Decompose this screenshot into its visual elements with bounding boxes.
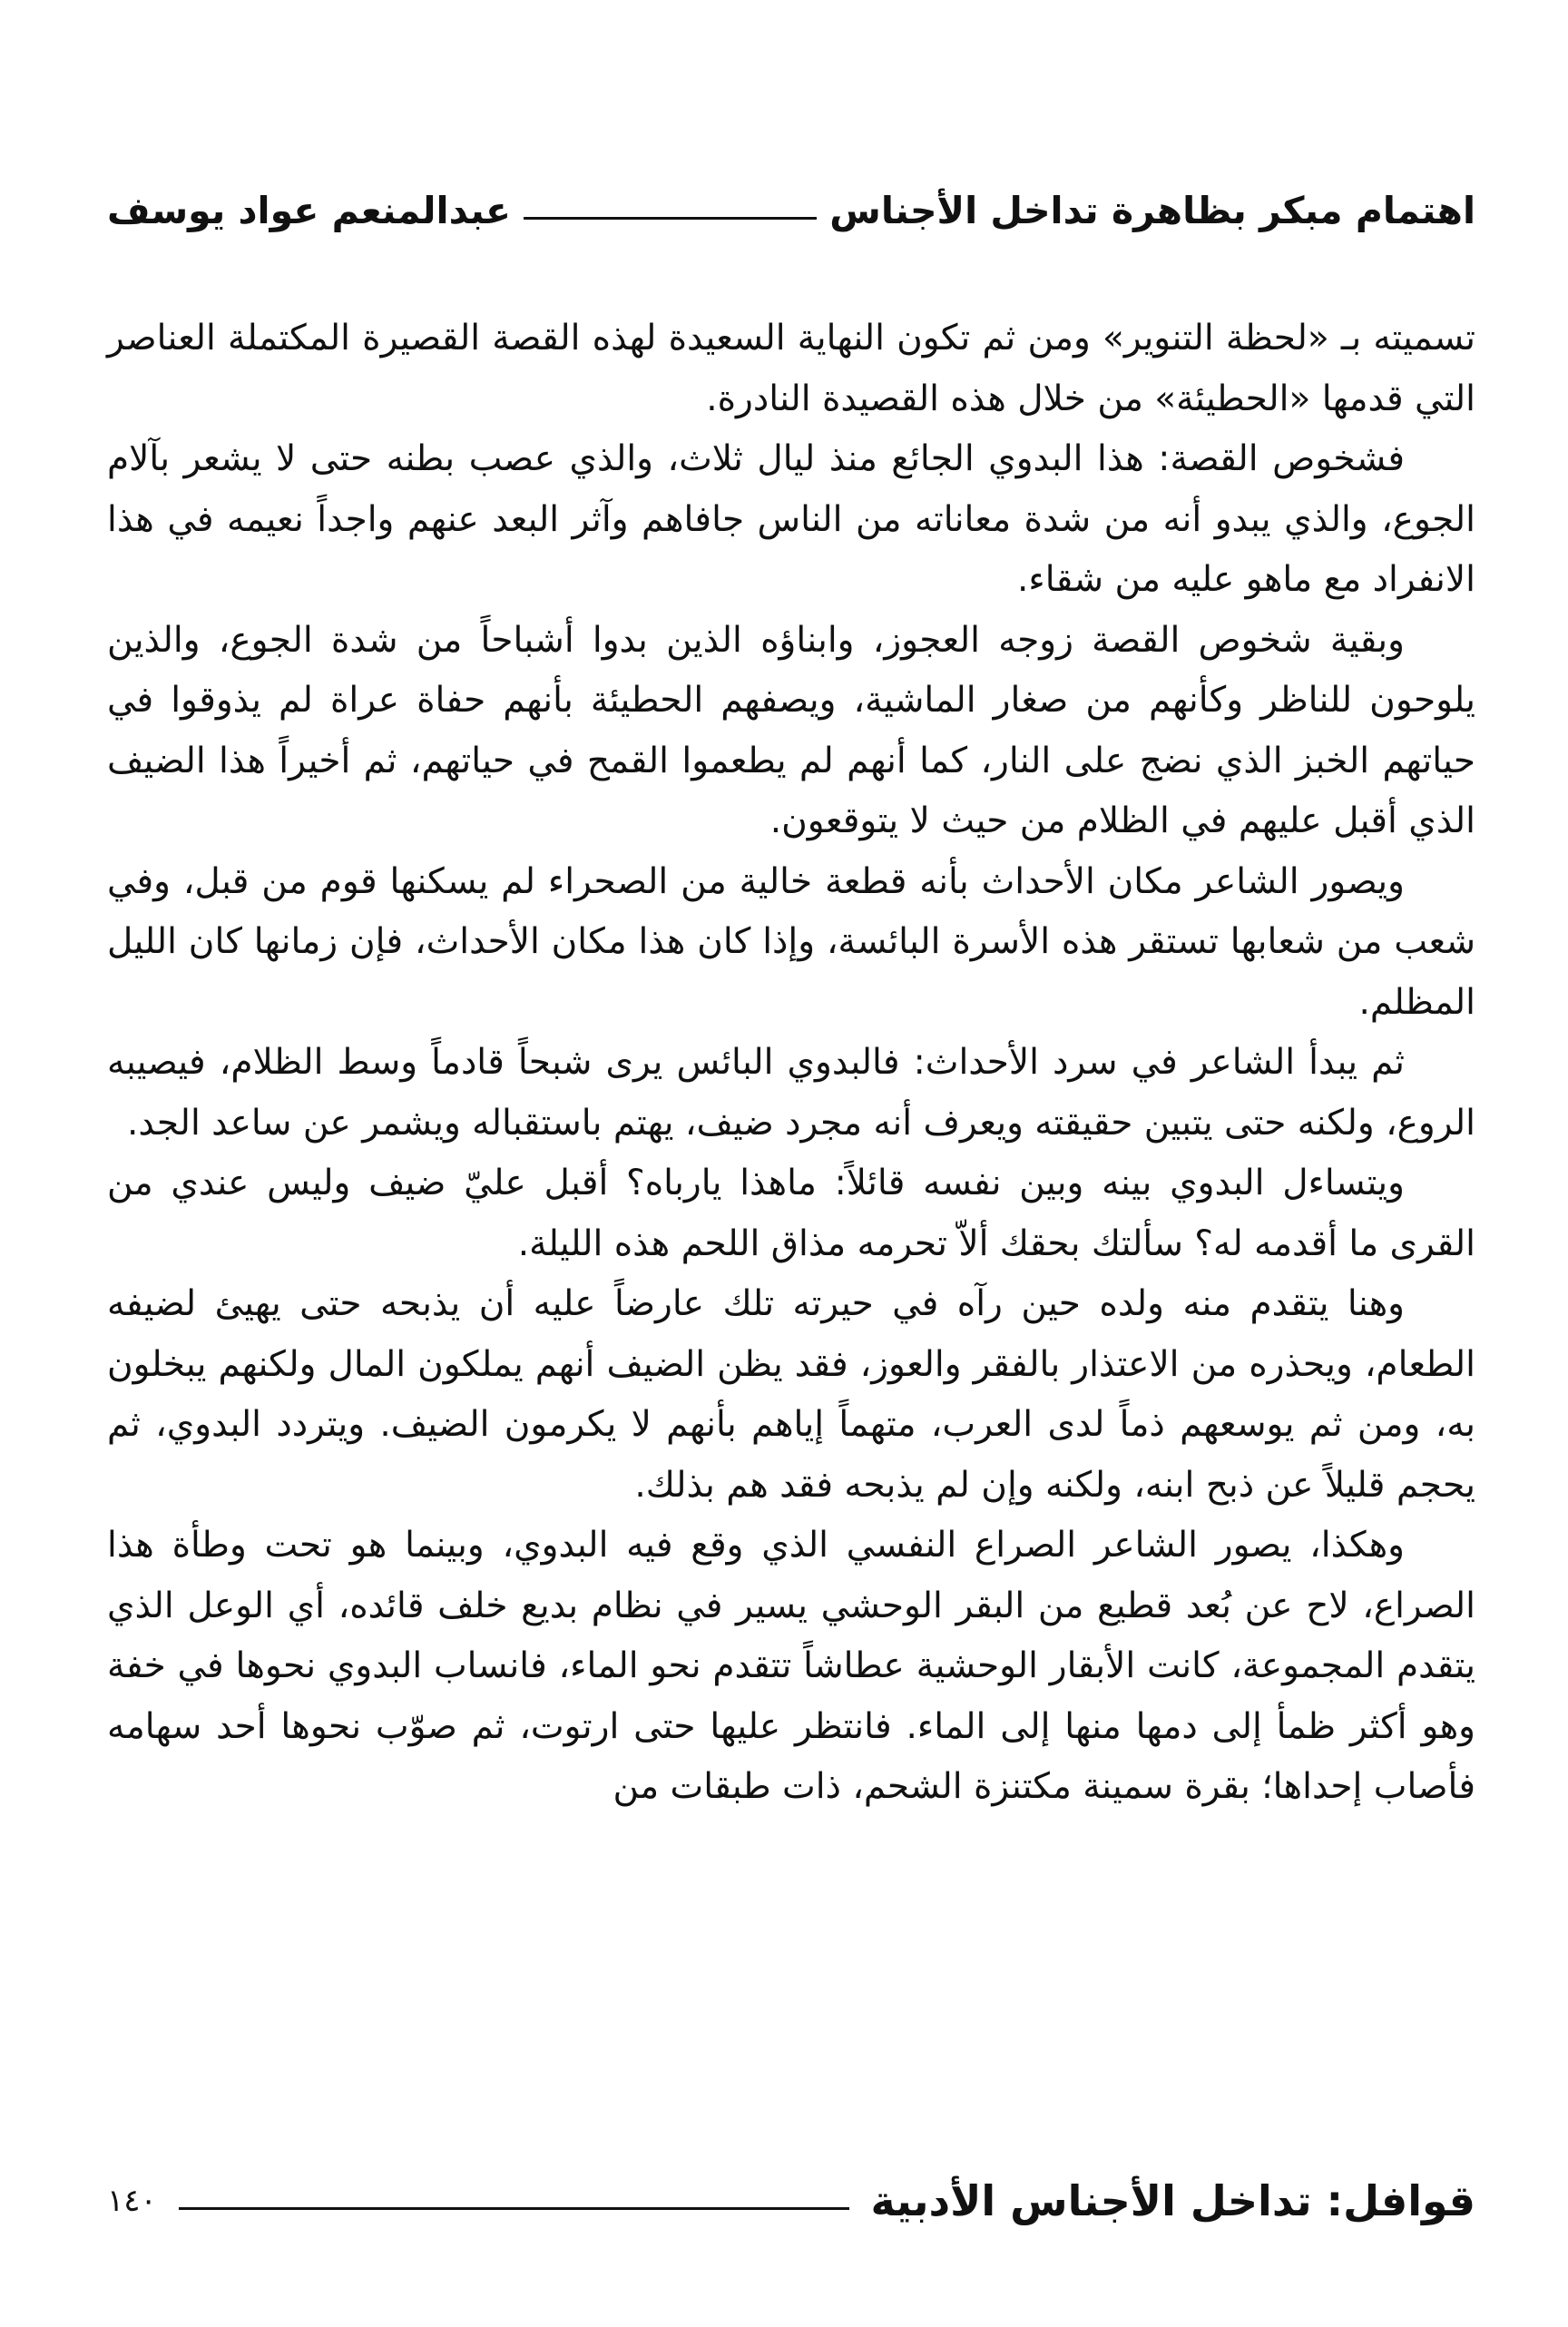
footer-divider bbox=[179, 2207, 849, 2210]
body-text bbox=[107, 309, 1475, 1818]
page-number: ١٤٠ bbox=[107, 2183, 157, 2219]
paragraph: فشخوص القصة: هذا البدوي الجائع منذ ليال ثلاث، والذي عصب بطنه حتى لا يشعر بآلام الجوع، والذي يبدو أنه من شدة معاناته من الناس جافاهم وآثر البعد عنهم واجداً نعيمه في هذا الانفراد مع ماهو عليه من شقاء. bbox=[107, 438, 1475, 600]
author-name: عبدالمنعم عواد يوسف bbox=[107, 189, 511, 232]
running-header bbox=[107, 174, 1475, 247]
chapter-title: اهتمام مبكر بظاهرة تداخل الأجناس bbox=[829, 189, 1475, 232]
paragraph: ويتساءل البدوي بينه وبين نفسه قائلاً: ماهذا يارباه؟ أقبل عليّ ضيف وليس عندي من القرى ما أقدمه له؟ سألتك بحقك ألاّ تحرمه مذاق اللحم هذه الليلة. bbox=[107, 1163, 1475, 1264]
paragraph: تسميته بـ «لحظة التنوير» ومن ثم تكون النهاية السعيدة لهذه القصة القصيرة المكتملة العناصر التي قدمها «الحطيئة» من خلال هذه القصيدة النادرة. bbox=[107, 318, 1475, 419]
paragraph: ويصور الشاعر مكان الأحداث بأنه قطعة خالية من الصحراء لم يسكنها قوم من قبل، وفي شعب من شعابها تستقر هذه الأسرة البائسة، وإذا كان هذا مكان الأحداث، فإن زمانها كان الليل المظلم. bbox=[107, 860, 1475, 1023]
header-divider bbox=[524, 217, 817, 220]
running-footer bbox=[107, 2169, 1475, 2233]
paragraph: وهكذا، يصور الشاعر الصراع النفسي الذي وقع فيه البدوي، وبينما هو تحت وطأة هذا الصراع، لاح عن بُعد قطيع من البقر الوحشي يسير في نظام بديع خلف قائده، أي الوعل الذي يتقدم المجموعة، كانت الأبقار الوحشية عطاشاً تتقدم نحو الماء، فانساب البدوي نحوها في خفة وهو أكثر ظمأ إلى دمها منها إلى الماء. فانتظر عليها حتى ارتوت، ثم صوّب نحوها أحد سهامه فأصاب إحداها؛ بقرة سمينة مكتنزة الشحم، ذات طبقات من bbox=[107, 1525, 1475, 1807]
book-title: قوافل: تداخل الأجناس الأدبية bbox=[870, 2176, 1475, 2225]
paragraph: وبقية شخوص القصة زوجه العجوز، وابناؤه الذين بدوا أشباحاً من شدة الجوع، والذين يلوحون للناظر وكأنهم من صغار الماشية، ويصفهم الحطيئة بأنهم حفاة عراة لم يذوقوا في حياتهم الخبز الذي نضج على النار، كما أنهم لم يطعموا القمح في حياتهم، ثم أخيراً هذا الضيف الذي أقبل عليهم في الظلام من حيث لا يتوقعون. bbox=[107, 619, 1475, 841]
paragraph: ثم يبدأ الشاعر في سرد الأحداث: فالبدوي البائس يرى شبحاً قادماً وسط الظلام، فيصيبه الروع، ولكنه حتى يتبين حقيقته ويعرف أنه مجرد ضيف، يهتم باستقباله ويشمر عن ساعد الجد. bbox=[107, 1042, 1475, 1144]
paragraph: وهنا يتقدم منه ولده حين رآه في حيرته تلك عارضاً عليه أن يذبحه حتى يهيئ لضيفه الطعام، ويحذره من الاعتذار بالفقر والعوز، فقد يظن الضيف أنهم يملكون المال ولكنهم يبخلون به، ومن ثم يوسعهم ذماً لدى العرب، متهماً إياهم بأنهم لا يكرمون الضيف. ويتردد البدوي، ثم يحجم قليلاً عن ذبح ابنه، ولكنه وإن لم يذبحه فقد هم بذلك. bbox=[107, 1283, 1475, 1506]
